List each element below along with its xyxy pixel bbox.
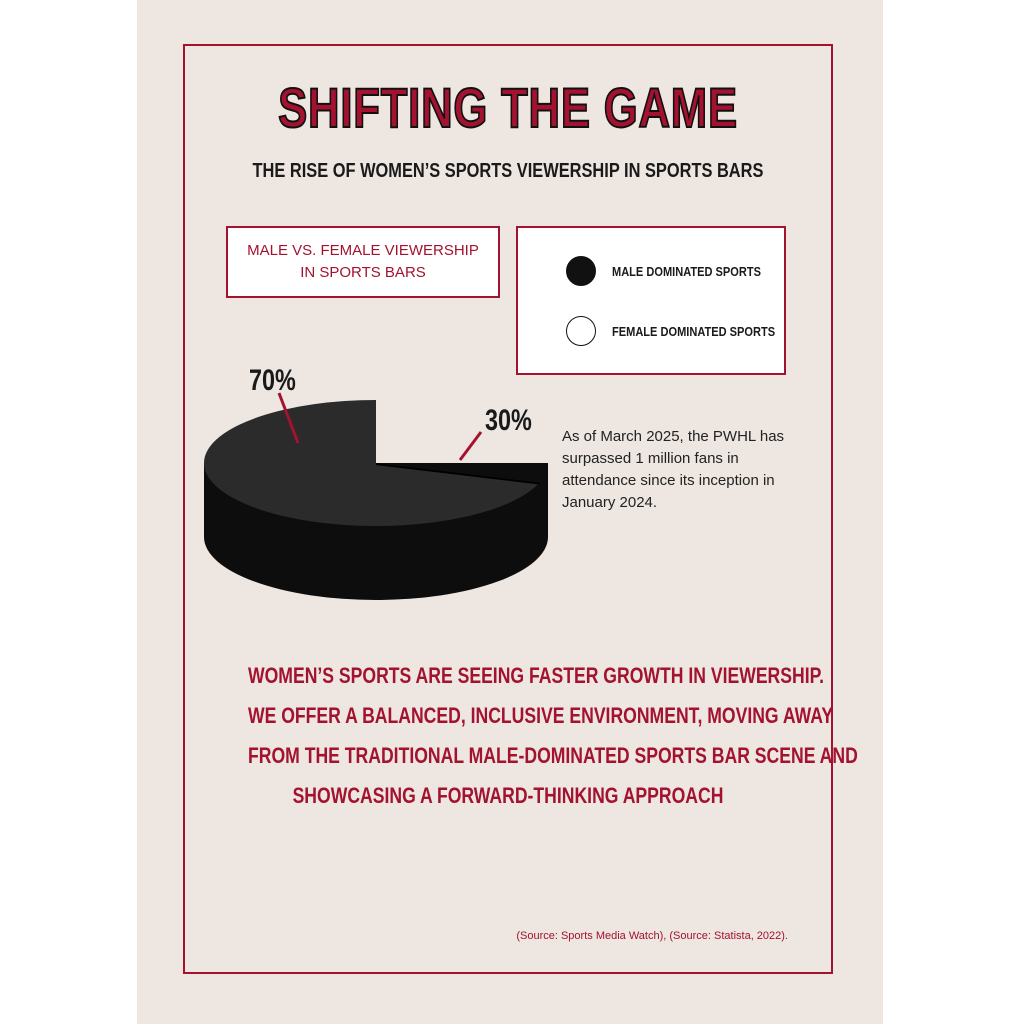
page-subtitle: THE RISE OF WOMEN’S SPORTS VIEWERSHIP IN SPORTS BARS: [252, 160, 764, 182]
legend-item-male: [566, 256, 787, 286]
message-line-4: SHOWCASING A FORWARD-THINKING APPROACH: [292, 783, 724, 808]
message-line-1: WOMEN’S SPORTS ARE SEEING FASTER GROWTH IN VIEWERSHIP.: [248, 663, 824, 688]
chart-title-box: [226, 226, 500, 298]
chart-legend: [516, 226, 786, 375]
legend-swatch-male: [566, 256, 596, 286]
legend-label-male: MALE DOMINATED SPORTS: [612, 263, 761, 279]
page-title: SHIFTING THE GAME: [278, 76, 738, 139]
leader-line-female: [460, 432, 481, 460]
legend-item-female: [566, 316, 804, 346]
data-label-female: 30%: [485, 403, 532, 437]
pie-chart: [183, 360, 583, 610]
message-line-2: WE OFFER A BALANCED, INCLUSIVE ENVIRONMENT, MOVING AWAY: [248, 703, 834, 728]
message-line-3: FROM THE TRADITIONAL MALE-DOMINATED SPORTS BAR SCENE AND: [248, 743, 858, 768]
key-message: [183, 656, 858, 816]
legend-label-female: FEMALE DOMINATED SPORTS: [612, 323, 776, 339]
data-label-male: 70%: [249, 363, 296, 397]
legend-swatch-female: [566, 316, 596, 346]
chart-title-line-1: MALE VS. FEMALE VIEWERSHIP: [247, 242, 479, 259]
chart-title-line-2: IN SPORTS BARS: [300, 264, 426, 281]
attendance-note: As of March 2025, the PWHL has surpassed 1 million fans in attendance since its inception in January 2024.: [562, 428, 785, 511]
source-citation: (Source: Sports Media Watch), (Source: Statista, 2022).: [516, 930, 788, 942]
